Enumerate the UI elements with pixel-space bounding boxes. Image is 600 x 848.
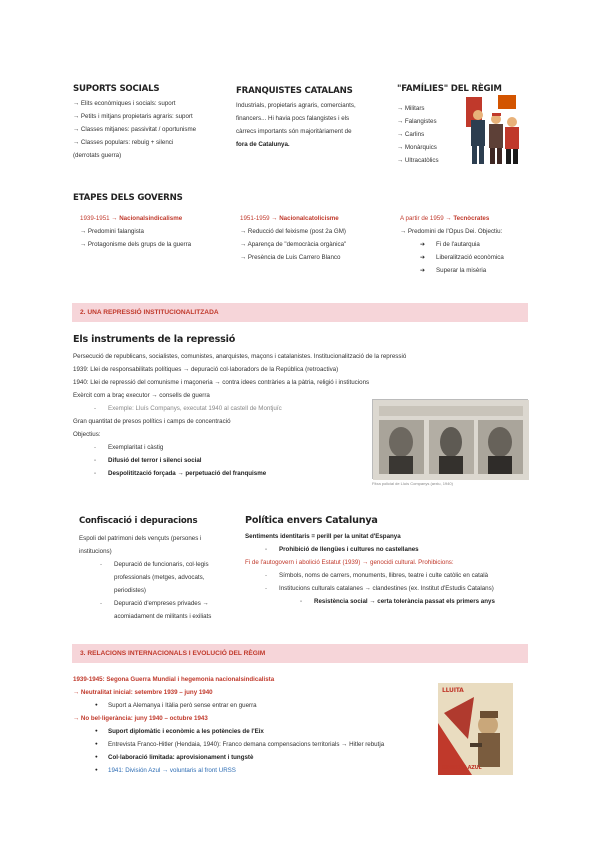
instruments-obj-1: - Exemplaritat i càstig — [108, 443, 163, 453]
confiscacio-line-1: Espoli del patrimoni dels vençuts (persones i — [79, 535, 202, 542]
families-item-4: → Ultracatòlics — [397, 157, 439, 164]
confiscacio-d2b: acomiadament de militants i exiliats — [114, 613, 212, 620]
relacions-line-1: 1939-1945: Segona Guerra Mundial i hegemonia nacionalsindicalista — [73, 676, 275, 683]
families-item-3: → Monàrquics — [397, 144, 437, 151]
families-title: "FAMÍLIES" DEL RÈGIM — [397, 84, 502, 94]
confiscacio-d2a: - Depuració d'empreses privades → — [114, 599, 209, 609]
etapes-c3-l1: → Predomini de l'Opus Dei. Objectiu: — [400, 228, 503, 235]
politica-title: Política envers Catalunya — [245, 515, 378, 526]
relacions-line-6: ● Entrevista Franco-Hitler (Hendaia, 1940): Franco demana compensacions territorials → Hitler rebutja — [108, 740, 384, 750]
etapes-title: ETAPES DELS GOVERNS — [73, 193, 183, 203]
instruments-line-5: - Exemple: Lluís Companys, executat 1940 al castell de Montjuïc — [108, 404, 282, 414]
etapes-c1-l2: → Protagonisme dels grups de la guerra — [80, 241, 192, 248]
section-3-header — [72, 644, 528, 663]
confiscacio-title: Confiscació i depuracions — [79, 516, 198, 526]
relacions-line-7: ● Col·laboració limitada: aprovisionament i tungstè — [108, 753, 253, 763]
companys-photo — [372, 399, 528, 479]
section-2-header — [72, 303, 528, 322]
franquistes-line-4: fora de Catalunya. — [236, 141, 290, 148]
instruments-line-3: 1940: Llei de repressió del comunisme i maçoneria → contra idees contràries a la pàtria, religió i institucions — [73, 379, 370, 386]
instruments-line-4: Exèrcit com a braç executor → consells de guerra — [73, 392, 210, 399]
etapes-c3-s2: ➔ Liberalització econòmica — [436, 253, 504, 263]
relacions-line-8: ● 1941: División Azul → voluntaris al front URSS — [108, 766, 236, 776]
families-item-0: → Militars — [397, 105, 425, 112]
companys-photo-caption: Fitxa policial de Lluís Companys (arxiu, 1940) — [372, 481, 453, 486]
families-illustration — [458, 95, 528, 167]
politica-line-5: - Institucions culturals catalanes → clandestines (ex. Institut d'Estudis Catalans) — [279, 584, 494, 594]
instruments-obj-3: - Despolitització forçada → perpetuació del franquisme — [108, 469, 266, 479]
relacions-line-4: → No bel·ligerància: juny 1940 – octubre 1943 — [73, 715, 208, 722]
politica-line-1: Sentiments identitaris = perill per la unitat d'Espanya — [245, 533, 401, 540]
etapes-c1-head: 1939-1951 → Nacionalsindicalisme — [80, 215, 183, 222]
politica-line-2: - Prohibició de llengües i cultures no castellanes — [279, 545, 419, 555]
suports-line-2: → Petits i mitjans propietaris agraris: suport — [73, 113, 193, 120]
instruments-line-1: Persecució de republicans, socialistes, comunistes, anarquistes, maçons i catalanistes. Institucionalització de la repressió — [73, 353, 407, 360]
confiscacio-d1a: - Depuració de funcionaris, col·legis — [114, 560, 209, 570]
suports-line-1: → Elits econòmiques i socials: suport — [73, 100, 176, 107]
etapes-c3-head: A partir de 1959 → Tecnòcrates — [400, 215, 490, 222]
politica-line-4: - Símbols, noms de carrers, monuments, llibres, teatre i culte catòlic en català — [279, 571, 488, 581]
instruments-line-7: Objectius: — [73, 431, 101, 438]
poster-text-top: LLUITA — [442, 687, 464, 694]
franquistes-line-2: financers... Hi havia pocs falangistes i els — [236, 115, 350, 122]
etapes-c2-l2: → Aparença de "democràcia orgànica" — [240, 241, 347, 248]
etapes-c2-head: 1951-1959 → Nacionalcatolicisme — [240, 215, 339, 222]
families-item-1: → Falangistes — [397, 118, 437, 125]
etapes-c2-l3: → Presència de Luis Carrero Blanco — [240, 254, 341, 261]
instruments-line-6: Gran quantitat de presos polítics i camps de concentració — [73, 418, 231, 425]
division-azul-poster — [438, 683, 513, 775]
suports-title: SUPORTS SOCIALS — [73, 84, 160, 94]
instruments-obj-2: - Difusió del terror i silenci social — [108, 456, 202, 466]
franquistes-line-1: Industrials, propietaris agraris, comerciants, — [236, 102, 356, 109]
section-3-title: 3. RELACIONS INTERNACIONALS I EVOLUCIÓ DEL RÈGIM — [80, 650, 266, 657]
politica-line-3: Fi de l'autogovern i abolició Estatut (1939) → genocidi cultural. Prohibicions: — [245, 559, 454, 566]
etapes-c2-l1: → Reducció del feixisme (post 2a GM) — [240, 228, 346, 235]
poster-text-bottom: DIVISIÓN AZUL — [442, 765, 482, 771]
instruments-line-2: 1939: Llei de responsabilitats polítiques → depuració col·laboradors de la República (retroactiva) — [73, 366, 339, 373]
instruments-title: Els instruments de la repressió — [73, 334, 236, 345]
confiscacio-d1c: periodistes) — [114, 587, 146, 594]
etapes-c3-s3: ➔ Superar la misèria — [436, 266, 486, 276]
franquistes-line-3: càrrecs importants són majoritàriament de — [236, 128, 352, 135]
franquistes-title: FRANQUISTES CATALANS — [236, 86, 353, 96]
etapes-c3-s1: ➔ Fi de l'autarquia — [436, 240, 480, 250]
section-2-title: 2. UNA REPRESSIÓ INSTITUCIONALITZADA — [80, 309, 219, 316]
families-item-2: → Carlins — [397, 131, 425, 138]
relacions-line-5: ● Suport diplomàtic i econòmic a les potències de l'Eix — [108, 727, 264, 737]
confiscacio-d1b: professionals (metges, advocats, — [114, 574, 205, 581]
relacions-line-2: → Neutralitat inicial: setembre 1939 – juny 1940 — [73, 689, 213, 696]
suports-line-4: → Classes populars: rebuig + silenci — [73, 139, 174, 146]
politica-line-6: - Resistència social → certa tolerància passat els primers anys — [314, 597, 495, 607]
suports-line-5: (derrotats guerra) — [73, 152, 122, 159]
relacions-line-3: ● Suport a Alemanya i Itàlia però sense entrar en guerra — [108, 701, 257, 711]
suports-line-3: → Classes mitjanes: passivitat / oportunisme — [73, 126, 197, 133]
etapes-c1-l1: → Predomini falangista — [80, 228, 144, 235]
confiscacio-line-2: institucions) — [79, 548, 112, 555]
